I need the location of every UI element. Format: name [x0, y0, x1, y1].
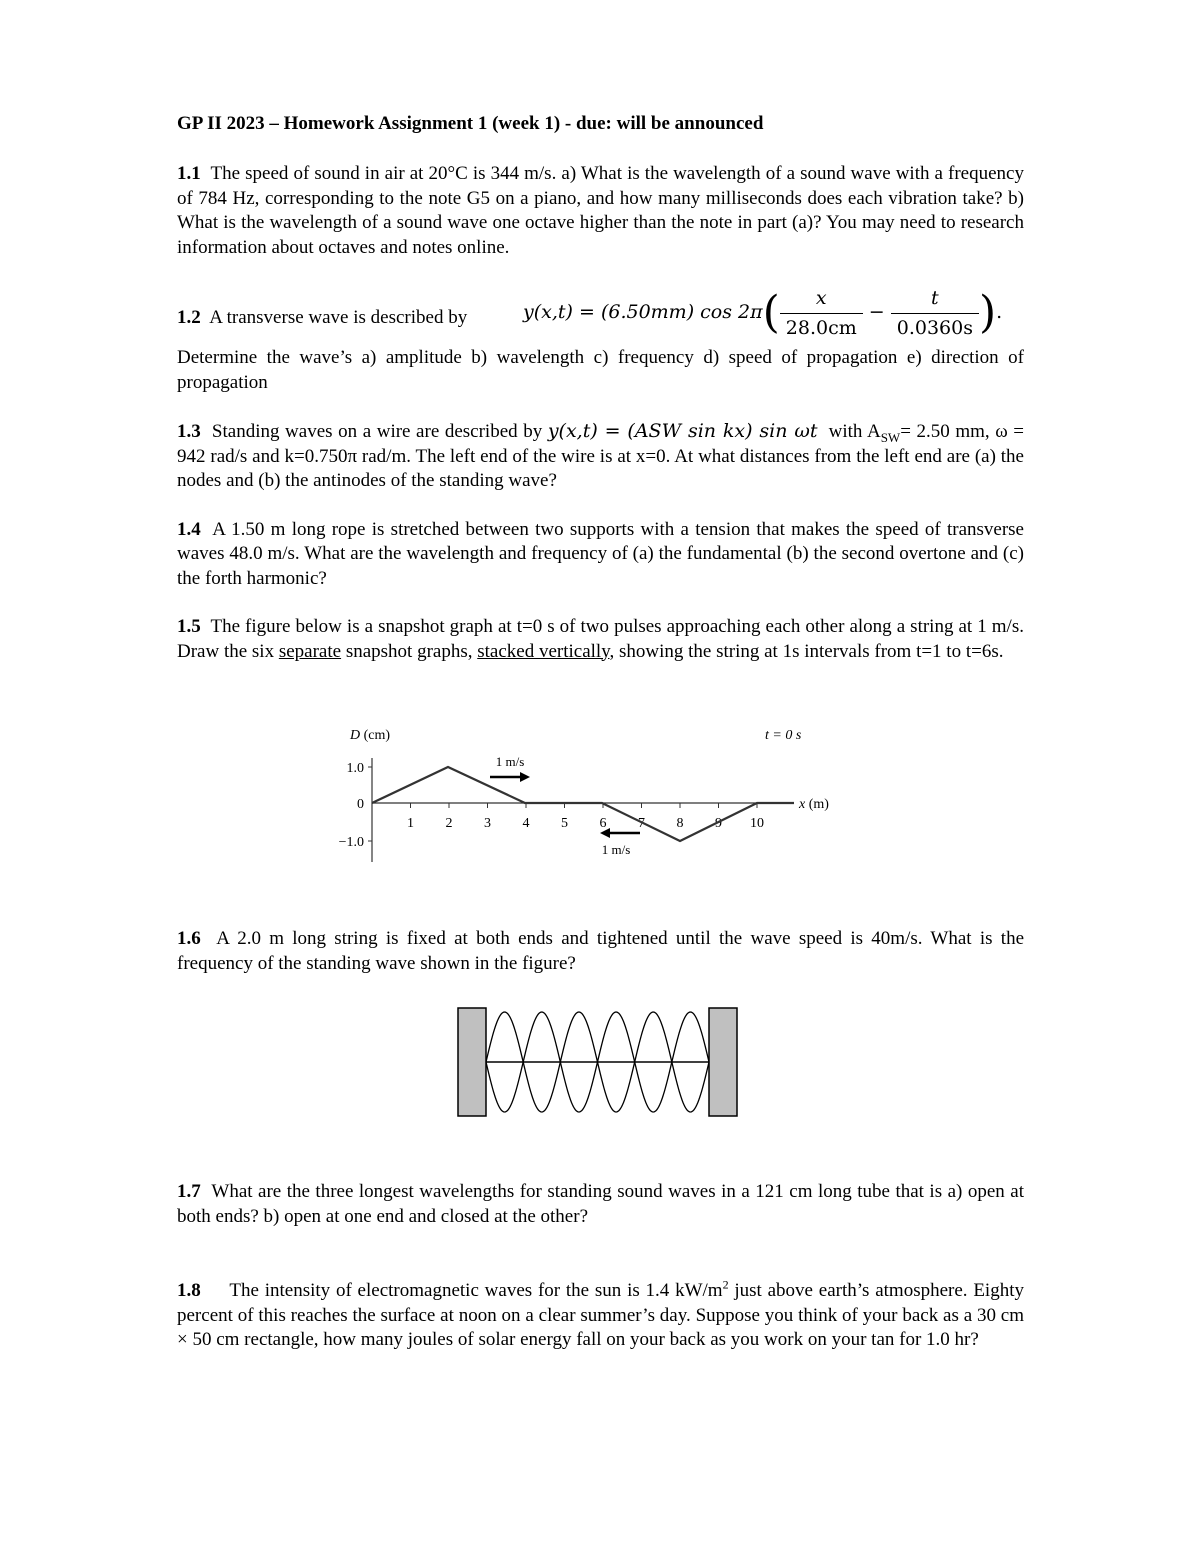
- problem-number: 1.5: [177, 616, 201, 637]
- x-tick-label: 5: [561, 816, 568, 831]
- y-tick-label: −1.0: [338, 835, 364, 850]
- problem-number: 1.4: [177, 518, 201, 540]
- left-support: [458, 1008, 486, 1116]
- x-tick-label: 8: [676, 816, 684, 831]
- string-shape: [372, 767, 794, 841]
- y-tick-label: 0: [357, 797, 364, 812]
- problem-number: 1.6: [177, 928, 201, 949]
- arrow-right-label: 1 m/s: [495, 754, 525, 769]
- y-axis-label: D (cm): [350, 728, 391, 743]
- right-support: [709, 1008, 737, 1116]
- problem-number: 1.8: [177, 1280, 201, 1301]
- problem-number: 1.7: [177, 1181, 201, 1202]
- problem-number: 1.1: [177, 163, 201, 184]
- problem-1-6: [177, 927, 1024, 976]
- problem-number: 1.2: [177, 307, 201, 328]
- problem-text: A 2.0 m long string is fixed at both ends and tightened until the wave speed is 40m/s. What is the frequency of the standing wave shown in the figure?: [177, 928, 1025, 974]
- problem-1-1: [177, 162, 1024, 260]
- document-page: [177, 112, 1024, 664]
- x-tick-label: 3: [484, 816, 491, 831]
- problem-1-3: 1.3 Standing waves on a wire are described by y(x,t) = (ASW sin kx) sin ωt with $A_{SW}= 2.50$ mm, ω = 942 rad/s and k=0.750π rad/m. The left end of the wire is at x=0. At what distances from the left end are (a) the nodes and (b) the antinodes of the standing wave?: [177, 420, 1025, 491]
- problem-1-7: [177, 1180, 1024, 1229]
- problem-number: 1.3: [177, 421, 201, 442]
- problem-text: A 1.50 m long rope is stretched between two supports with a tension that makes the speed of transverse waves 48.0 m/s. What are the wavelength and frequency of (a) the fundamental (b) the second overtone and (c) the forth harmonic?: [177, 518, 1024, 589]
- x-tick-label: 4: [522, 816, 530, 831]
- standing-wave-figure: [457, 1006, 741, 1118]
- problem-text: Determine the wave’s a) amplitude b) wavelength c) frequency d) speed of propagation e) direction of propagation: [177, 347, 1024, 393]
- wave-equation: y(x,t) = (6.50mm) cos 2π( $\frac{x}{28.0cm}$ − $\frac{t}{0.0360s}$ ).: [523, 286, 1003, 339]
- problem-1-4: [177, 518, 1024, 592]
- problem-1-5: 1.5 The figure below is a snapshot graph at t=0 s of two pulses approaching each other along a string at 1 m/s. Draw the six separate snapshot graphs, stacked vertically, showing the string at 1s intervals from t=1 to t=6s.: [177, 616, 1024, 662]
- x-tick-label: 9: [715, 816, 722, 831]
- x-tick-label: 1: [407, 816, 414, 831]
- x-tick-label: 7: [638, 816, 645, 831]
- problem-text: The speed of sound in air at 20°C is 344 m/s. a) What is the wavelength of a sound wave with a frequency of 784 Hz, corresponding to the note G5 on a piano, and how many milliseconds does each vibration take? b) What is the wavelength of a sound wave one octave higher than the note in part (a)? You may need to research information about octaves and notes online.: [177, 163, 1024, 258]
- x-axis-label: x (m): [799, 797, 829, 812]
- standing-wave-equation: y(x,t) = (ASW sin kx) sin ωt: [547, 420, 818, 442]
- x-tick-label: 6: [599, 816, 607, 831]
- problem-text: = 2.50 mm, ω = 942 rad/s and k=0.750π rad/m. The left end of the wire is at x=0. At what distances from the left end are (a) the nodes and (b) the antinodes of the standing wave?: [177, 421, 1025, 491]
- x-tick-label: 10: [750, 816, 764, 831]
- snapshot-graph: [338, 724, 844, 874]
- y-tick-label: 1.0: [346, 761, 364, 776]
- arrow-left-label: 1 m/s: [601, 842, 631, 857]
- problem-1-8: 1.8 The intensity of electromagnetic waves for the sun is 1.4 $kW/m^2$ just above earth’s atmosphere. Eighty percent of this reaches the surface at noon on a clear summer’s day. Suppose you think of your back as a 30 cm × 50 cm rectangle, how many joules of solar energy fall on your back as you work on your tan for 1.0 hr?: [177, 1277, 1024, 1350]
- problem-1-2: [177, 286, 1024, 395]
- x-tick-label: 2: [445, 816, 453, 831]
- problem-lead: Standing waves on a wire are described by: [211, 421, 543, 442]
- problem-lead: A transverse wave is described by: [209, 307, 468, 328]
- time-label: t = 0 s: [765, 728, 802, 743]
- problem-text: What are the three longest wavelengths for standing sound waves in a 121 cm long tube that is a) open at both ends? b) open at one end and closed at the other?: [177, 1181, 1024, 1227]
- arrow-right-icon: [520, 772, 530, 782]
- page-title: GP II 2023 – Homework Assignment 1 (week 1) - due: will be announced: [177, 113, 764, 134]
